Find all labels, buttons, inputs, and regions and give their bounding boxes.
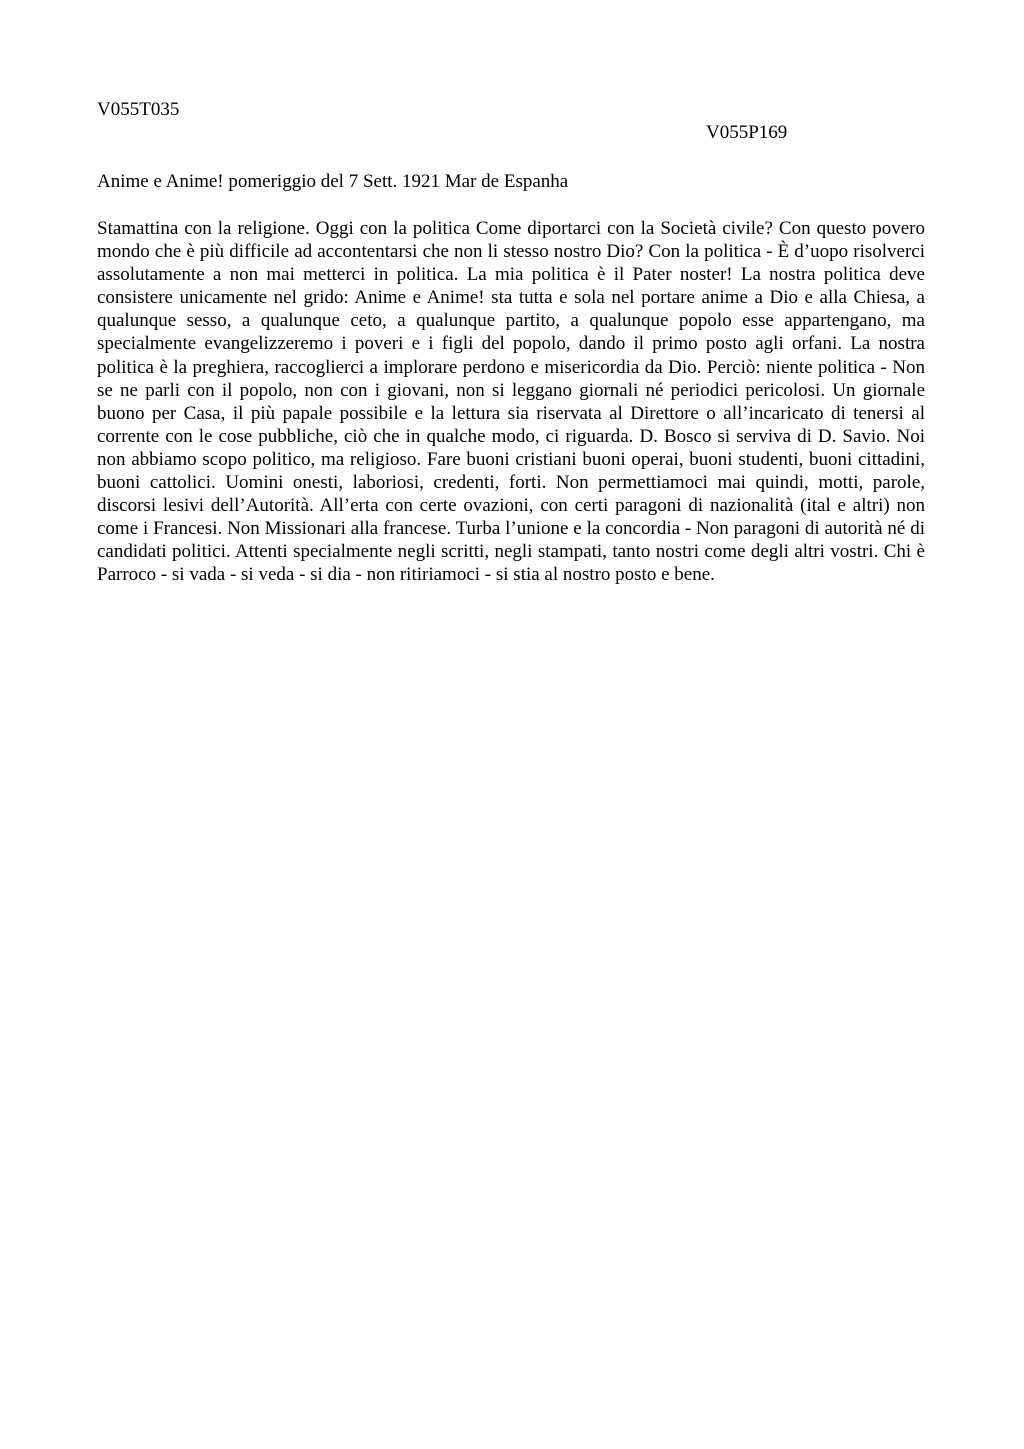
page-id: V055P169 xyxy=(706,122,788,143)
body-paragraph: Stamattina con la religione. Oggi con la politica Come diportarci con la Società civile? Con questo povero mondo che è più difficile ad accontentarsi che non li stesso nostro Dio? Con la politica - È d’uopo risolverci assolutamente a non mai metterci in politica. La mia politica è il Pater noster! La nostra politica deve consistere unicamente nel grido: Anime e Anime! sta tutta e sola nel portare anime a Dio e alla Chiesa, a qualunque sesso, a qualunque ceto, a qualunque partito, a qualunque popolo esse appartengano, ma specialmente evangelizzeremo i poveri e i figli del popolo, dando il primo posto agli orfani. La nostra politica è la preghiera, raccoglierci a implorare perdono e misericordia da Dio. Perciò: niente politica - Non se ne parli con il popolo, non con i giovani, non si leggano giornali né periodici pericolosi. Un giornale buono per Casa, il più papale possibile e la lettura sia riservata al Direttore o all’incaricato di tenersi al corrente con le cose pubbliche, ciò che in qualche modo, ci riguarda. D. Bosco si serviva di D. Savio. Noi non abbiamo scopo politico, ma religioso. Fare buoni cristiani buoni operai, buoni studenti, buoni cittadini, buoni cattolici. Uomini onesti, laboriosi, credenti, forti. Non permettiamoci mai quindi, motti, parole, discorsi lesivi dell’Autorità. All’erta con certe ovazioni, con certi paragoni di nazionalità (ital e altri) non come i Francesi. Non Missionari alla francese. Turba l’unione e la concordia - Non paragoni di autorità né di candidati politici. Attenti specialmente negli scritti, negli stampati, tanto nostri come degli altri vostri. Chi è Parroco - si vada - si veda - si dia - non ritiriamoci - si stia al nostro posto e bene. xyxy=(97,218,925,586)
document-title: Anime e Anime! pomeriggio del 7 Sett. 1921 Mar de Espanha xyxy=(97,171,569,192)
document-id: V055T035 xyxy=(97,99,180,120)
